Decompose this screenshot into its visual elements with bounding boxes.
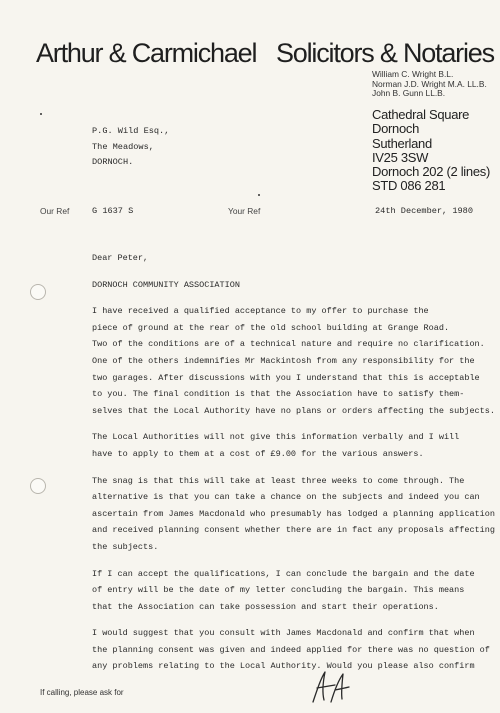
firm-name: Arthur & Carmichael [36,38,257,68]
salutation: Dear Peter, [92,253,149,263]
text-line: I would suggest that you consult with James Macdonald and confirm that when [92,628,475,639]
recipient-line: The Meadows, [92,141,154,152]
our-ref-label: Our Ref [40,206,70,216]
text-line: any problems relating to the Local Authority. Would you please also confirm [92,661,475,672]
firm-address [372,108,490,194]
address-line: IV25 3SW [372,149,429,165]
letter-body [92,250,496,675]
firm-description: Solicitors & Notaries [276,38,494,68]
signature-initials-icon [307,668,351,708]
text-line: Two of the conditions are of a technical nature and require no clarification. [92,339,485,350]
text-line: ascertain from James Macdonald who presumably has lodged a planning application [92,508,495,519]
text-line: piece of ground at the rear of the old school building at Grange Road. [92,322,450,333]
text-line: One of the others indemnifies Mr Mackintosh from any responsibility for the [92,355,475,366]
paragraph [92,429,496,462]
recipient-line: DORNOCH. [92,157,134,167]
text-line: I have received a qualified acceptance to my offer to purchase the [92,306,429,317]
address-line: Dornoch [372,121,420,137]
partner-name: William C. Wright B.L. [372,69,454,79]
text-line: of entry will be the date of my letter concluding the bargain. This means [92,585,465,596]
text-line: The snag is that this will take at least three weeks to come through. The [92,475,465,486]
recipient-address [92,124,169,171]
partner-name: John B. Gunn LL.B. [372,88,446,99]
paragraph [92,303,496,419]
text-line: that the Association can take possession and start their operations. [92,601,439,612]
paper-mark [258,194,260,196]
our-ref-value: G 1637 S [92,206,134,216]
text-line: If I can accept the qualifications, I can conclude the bargain and the date [92,568,475,579]
address-line: Dornoch 202 (2 lines) [372,164,490,180]
partners-list [372,70,487,99]
address-line: STD 086 281 [372,178,446,194]
text-line: The Local Authorities will not give this information verbally and I will [92,432,460,443]
paragraph [92,566,496,616]
subject-line: DORNOCH COMMUNITY ASSOCIATION [92,279,240,290]
text-line: selves that the Local Authority have no plans or orders affecting the subjects. [92,405,495,416]
recipient-line: P.G. Wild Esq., [92,126,170,136]
text-line: alternative is that you can take a chance on the subjects and indeed you can [92,492,480,503]
text-line: two garages. After discussions with you I understand that this is acceptable [92,372,480,383]
address-line: Cathedral Square [372,107,470,122]
text-line: to you. The final condition is that the Association have to satisfy them- [92,389,465,400]
paper-mark [40,113,42,115]
text-line: the planning consent was given and indeed applied for there was no question of [92,644,490,655]
address-line: Sutherland [372,135,432,151]
punch-hole [30,284,46,300]
text-line: the subjects. [92,541,159,552]
partner-name: Norman J.D. Wright M.A. LL.B. [372,78,487,89]
your-ref-label: Your Ref [228,206,261,216]
text-line: and received planning consent whether there are in fact any proposals affecting [92,525,495,536]
punch-hole [30,478,46,494]
letter-date: 24th December, 1980 [375,206,473,216]
footer-note: If calling, please ask for [40,688,124,697]
text-line: have to apply to them at a cost of £9.00 for the various answers. [92,448,424,459]
paragraph [92,625,496,675]
paragraph [92,473,496,556]
